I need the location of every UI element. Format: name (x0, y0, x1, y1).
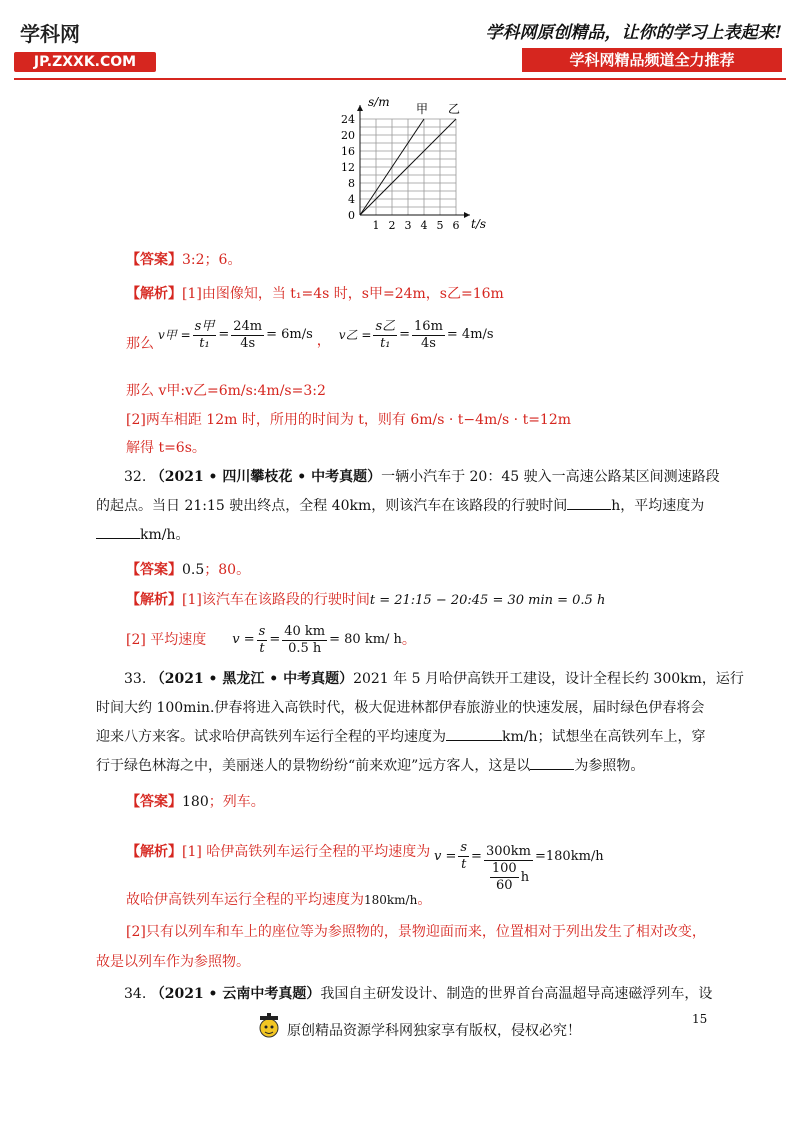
y-axis-arrow (357, 105, 363, 111)
question-text-4b: 为参照物。 (574, 758, 645, 774)
eq-frac1: $\frac{s}{t}$ (460, 839, 468, 872)
eq-frac2: $\frac{40 km}{0.5 h}$ (284, 623, 326, 656)
y-tick-label: 20 (341, 129, 355, 142)
analysis-label: 【解析】 (126, 592, 182, 608)
page-number: 15 (692, 1012, 708, 1026)
eq-frac2: 300km $\frac{100}{60}$ h (485, 844, 531, 893)
answer-blank (530, 754, 574, 770)
eq1-frac1: $\frac{\text{s甲}}{\text{t₁}}$ (194, 318, 215, 351)
q33-answer (126, 792, 265, 812)
question-text-3b: km/h；试想坐在高铁列车上，穿 (502, 729, 706, 745)
y-tick-label: 4 (348, 193, 355, 206)
y-tick-label: 16 (341, 145, 355, 158)
eq2-frac2: $\frac{16m}{4s}$ (414, 318, 443, 351)
conclusion-value: 180km/h (364, 893, 418, 907)
eq-lhs: v = (232, 632, 255, 647)
eq-comma: ， (316, 333, 331, 349)
copyright-notice: 原创精品资源学科网独家享有版权，侵权必究！ (287, 1023, 581, 1039)
question-text-4a: 行于绿色林海之中，美丽迷人的景物纷纷“前来欢迎”远方客人，这是以 (96, 758, 531, 774)
answer-blank (567, 494, 611, 510)
question-text-1: 一辆小汽车于 20：45 驶入一高速公路某区间测速路段 (381, 469, 720, 485)
answer-label: 【答案】 (126, 252, 182, 268)
conclusion-text: 故哈伊高铁列车运行全程的平均速度为 (126, 892, 364, 908)
header-divider (14, 78, 786, 80)
logo-url: JP.ZXXK.COM (14, 52, 156, 72)
eq2-equals: = (399, 327, 411, 342)
q32-question (96, 463, 720, 550)
y-tick-label: 24 (341, 113, 355, 126)
answer-value: 180 (182, 794, 209, 810)
x-tick-label: 5 (436, 219, 444, 232)
q31-answer (126, 250, 241, 270)
question-text-3: km/h。 (140, 527, 190, 543)
q33-analysis-2b: 故是以列车作为参照物。 (96, 954, 250, 970)
answer-text: 3:2；6。 (182, 252, 242, 268)
eq-lhs: v = (434, 848, 457, 864)
q31-equations (126, 312, 494, 358)
q31-solve: 解得 t=6s。 (126, 440, 206, 456)
series-label: 甲 (415, 102, 429, 116)
q31-ratio: 那么 v甲:v乙=6m/s:4m/s=3:2 (126, 383, 326, 399)
eq-result: = 80 km/ h (329, 632, 402, 647)
x-tick-label: 2 (388, 219, 396, 232)
q33-analysis-2a: [2]只有以列车和车上的座位等为参照物的，景物迎面而来，位置相对于列出发生了相对改变， (126, 924, 706, 940)
answer-blank (446, 725, 502, 741)
answer-rest: ；列车。 (208, 794, 265, 810)
eq2-result: = 4m/s (446, 327, 494, 342)
time-equation: t = 21:15 − 20:45 = 30 min = 0.5 h (369, 593, 606, 608)
y-tick-label: 12 (341, 161, 355, 174)
distance-time-chart (330, 92, 500, 232)
y-tick-label: 8 (348, 177, 355, 190)
q34-question (96, 980, 712, 1009)
y-tick-label: 0 (348, 209, 355, 222)
question-text-3a: 迎来八方来客。试求哈伊高铁列车运行全程的平均速度为 (96, 729, 446, 745)
x-axis-arrow (464, 212, 470, 218)
analysis-label: 【解析】 (126, 286, 182, 302)
q32-analysis-2 (126, 620, 416, 660)
period: 。 (401, 632, 416, 648)
q33-equation (434, 818, 604, 894)
analysis-text: [1]由图像知，当 t₁=4s 时，s甲=24m，s乙=16m (182, 286, 504, 302)
q33-question (96, 665, 744, 781)
x-tick-label: 4 (420, 219, 428, 232)
question-source: （2021 • 四川攀枝花 • 中考真题） (150, 469, 382, 485)
x-axis-label: t/s (471, 217, 487, 231)
analysis-label: 【解析】 (126, 844, 182, 860)
then-label: 那么 (126, 336, 154, 352)
answer-label: 【答案】 (126, 794, 182, 810)
question-text-1: 2021 年 5 月哈伊高铁开工建设，设计全程长约 300km，运行 (353, 671, 744, 687)
eq-result: =180km/h (534, 848, 604, 864)
header-banner: 学科网精品频道全力推荐 (522, 48, 782, 72)
eq2-lhs: v乙 = (338, 328, 372, 342)
eq2-frac1: $\frac{\text{s乙}}{\text{t₁}}$ (375, 318, 396, 351)
answer-value: 0.5 (182, 562, 205, 578)
eq-equals: = (471, 848, 482, 864)
header-slogan: 学科网原创精品，让你的学习上表起来! (485, 23, 782, 43)
answer-rest: ；80。 (204, 562, 251, 578)
question-source: （2021 • 云南中考真题） (150, 986, 321, 1002)
answer-blank (96, 523, 140, 539)
x-tick-label: 3 (404, 219, 412, 232)
q31-analysis-1 (126, 284, 504, 304)
chart-ticks (341, 113, 460, 232)
mascot-icon (256, 1012, 282, 1044)
eq1-equals: = (218, 327, 230, 342)
question-text-2b: h，平均速度为 (611, 498, 705, 514)
q33-conclusion (126, 890, 431, 910)
question-number: 33. (124, 671, 147, 687)
analysis-text: [2] 平均速度 (126, 632, 207, 648)
analysis-text: [1]该汽车在该路段的行驶时间 (182, 592, 370, 608)
eq1-frac2: $\frac{24m}{4s}$ (233, 318, 263, 351)
y-axis-label: s/m (368, 95, 390, 109)
eq-frac1: $\frac{s}{t}$ (258, 623, 266, 656)
answer-label: 【答案】 (126, 562, 182, 578)
q32-analysis-1 (126, 590, 605, 611)
question-number: 34. (124, 986, 147, 1002)
q31-analysis-2: [2]两车相距 12m 时，所用的时间为 t，则有 6m/s · t−4m/s · t=12m (126, 412, 572, 428)
question-source: （2021 • 黑龙江 • 中考真题） (150, 671, 354, 687)
logo-text: 学科网 (20, 22, 80, 46)
analysis-text: [1] 哈伊高铁列车运行全程的平均速度为 (182, 844, 431, 860)
question-number: 32. (124, 469, 147, 485)
question-text-2a: 的起点。当日 21:15 驶出终点，全程 40km，则该汽车在该路段的行驶时间 (96, 498, 568, 514)
x-tick-label: 6 (452, 219, 460, 232)
question-text-1: 我国自主研发设计、制造的世界首台高温超导高速磁浮列车，设 (320, 986, 713, 1002)
q32-answer (126, 560, 250, 580)
x-tick-label: 1 (372, 219, 380, 232)
series-label: 乙 (447, 102, 461, 116)
conclusion-period: 。 (417, 892, 432, 908)
eq1-result: = 6m/s (266, 327, 313, 342)
eq-equals: = (269, 632, 281, 647)
q33-analysis-1 (126, 842, 430, 862)
question-text-2: 时间大约 100min.伊春将进入高铁时代，极大促进林都伊春旅游业的快速发展，届时绿色伊春将会 (96, 700, 705, 716)
eq1-lhs: v甲 = (158, 328, 191, 342)
